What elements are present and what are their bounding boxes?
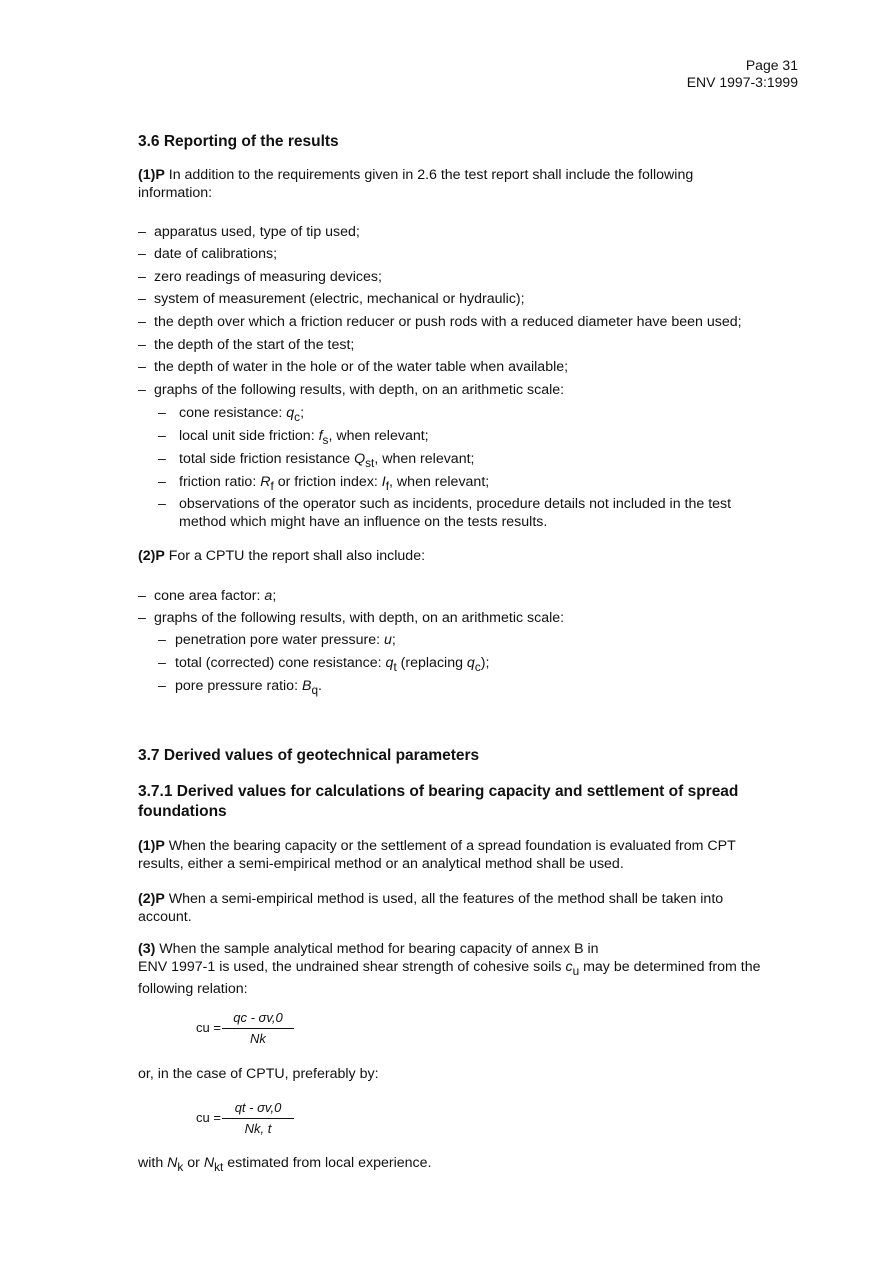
formula-2-denominator: Nk, t [244, 1121, 272, 1136]
closing-sentence: with $N_k$ or $N_{kt}$ estimated from local experience. [138, 1155, 432, 1174]
formula-2-lhs: cu = [196, 1110, 221, 1125]
section-3-7-1-heading: 3.7.1 Derived values for calculations of bearing capacity and settlement of spread foundations [138, 783, 739, 820]
formula-2-fraction-line [222, 1118, 294, 1119]
formula-1-fraction-line [222, 1028, 294, 1029]
document-page: Page 31 ENV 1997-3:1999 3.6 Reporting of the results (1)P In addition to the requirements given in 2.6 the test report shall include the following information: – apparatus used, type of tip used; – date of calibrations; – zero readings of measuring devices; – system of measurement (electric, mechanical or hydraulic); – the depth over which a friction reducer or push rods with a reduced diameter have been used; – the depth of the start of the test; – the depth of water in the hole or of the water table when available; – graphs of the following results, with depth, on an arithmetic scale: – cone resistance: $q_c$; – local unit side friction: $f_s$, when relevant; – total side friction resistance $Q_{st}$, when relevant; – friction ratio: $R_f$ or friction index: $I_f$, when relevant; – observations of the operator such as incidents, procedure details not included in the test method which might have an influence on the tests results. (2)P For a CPTU the report shall also include: – cone area factor: a; – graphs of the following results, with depth, on an arithmetic scale: – penetration pore water pressure: u; – total (corrected) cone resistance: $q_t$ (replacing $q_c$); – pore pressure ratio: $B_q$. 3.7 Derived values of geotechnical parameters 3.7.1 Derived values for calculations of bearing capacity and settlement of spread foundations (1)P When the bearing capacity or the settlement of a spread foundation is evaluated from CPT results, either a semi-empirical method or an analytical method shall be used. (2)P When a semi-empirical method is used, all the features of the method shall be taken into account. (3) When the sample analytical method for bearing capacity of annex B in ENV 1997-1 is used, the undrained shear strength of cohesive soils $c_u$ may be determined from the following relation: cu = qc - σv,0 Nk or, in the case of CPTU, preferably by: cu = qt - σv,0 Nk, t with $N_k$ or $N_{kt}$ estimated from local experience. [138, 57, 798, 1174]
s36-paragraph-2: (2)P For a CPTU the report shall also include: [138, 548, 426, 564]
or-cptu-text: or, in the case of CPTU, preferably by: [138, 1066, 379, 1082]
page-number: Page 31 [745, 57, 798, 73]
formula-2-numerator: qt - σv,0 [234, 1100, 282, 1115]
formula-1-lhs: cu = [196, 1020, 221, 1035]
s37-paragraph-2: (2)P When a semi-empirical method is used, all the features of the method shall be taken into account. [138, 891, 724, 925]
s37-paragraph-3: (3) When the sample analytical method for bearing capacity of annex B in ENV 1997-1 is used, the undrained shear strength of cohesive soils $c_u$ may be determined from the following relation: [138, 941, 761, 997]
page-header [687, 57, 798, 91]
s36-paragraph-1: (1)P In addition to the requirements given in 2.6 the test report shall include the following information: [138, 167, 694, 201]
section-3-6-heading: 3.6 Reporting of the results [138, 133, 339, 150]
standard-id: ENV 1997-3:1999 [686, 74, 798, 90]
formula-1-numerator: qc - σv,0 [233, 1010, 283, 1025]
section-3-7-heading: 3.7 Derived values of geotechnical parameters [138, 747, 480, 764]
s37-paragraph-1: (1)P When the bearing capacity or the settlement of a spread foundation is evaluated from CPT results, either a semi-empirical method or an analytical method shall be used. [138, 838, 736, 872]
formula-1-denominator: Nk [250, 1031, 266, 1046]
